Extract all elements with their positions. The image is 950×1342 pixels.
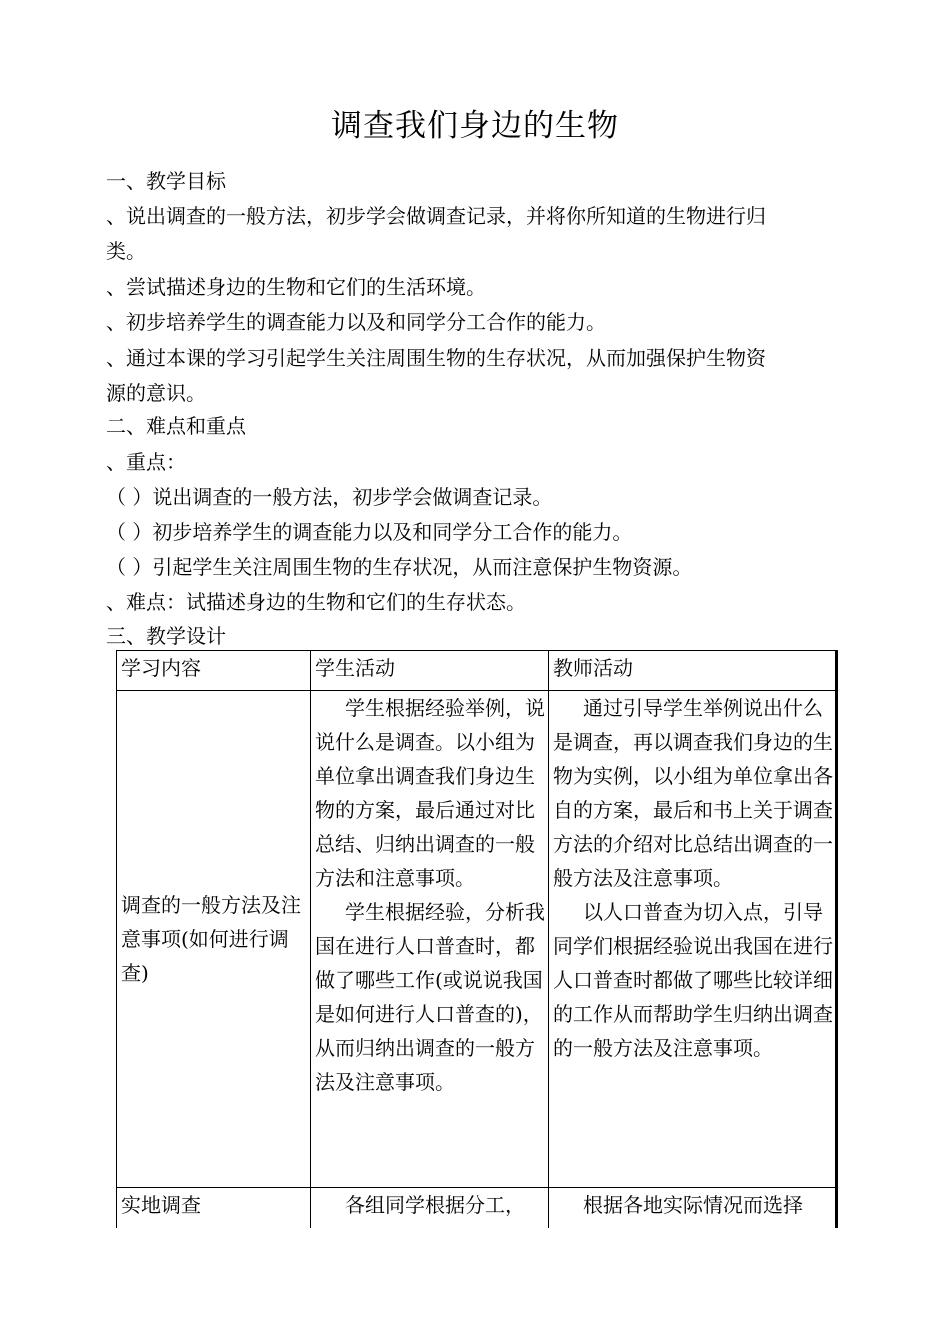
key-points-label: 、重点： xyxy=(106,450,186,474)
row-2-teacher xyxy=(549,1188,837,1228)
objective-3: 、初步培养学生的调查能力以及和同学分工合作的能力。 xyxy=(106,310,606,334)
key-point-3: （ ）引起学生关注周围生物的生存状况，从而注意保护生物资源。 xyxy=(106,555,693,579)
objective-1-line-1: 、说出调查的一般方法，初步学会做调查记录，并将你所知道的生物进行归 xyxy=(106,204,766,228)
row-2-student-para-1: 各组同学根据分工， xyxy=(345,1193,525,1217)
row-2-student xyxy=(311,1188,549,1228)
header-content: 学习内容 xyxy=(117,651,311,691)
row-1-student-para-1: 学生根据经验举例，说说什么是调查。以小组为单位拿出调查我们身边生物的方案，最后通过对比总结、归纳出调查的一般方法和注意事项。 xyxy=(315,696,545,890)
table-header-row xyxy=(117,651,837,691)
objective-4-line-2: 源的意识。 xyxy=(106,381,206,405)
page-bottom-margin xyxy=(0,1228,950,1342)
document-title: 调查我们身边的生物 xyxy=(331,108,619,144)
section-heading-objectives: 一、教学目标 xyxy=(106,169,226,193)
row-1-teacher-para-2: 以人口普查为切入点，引导同学们根据经验说出我国在进行人口普查时都做了哪些比较详细的工作从而帮助学生归纳出调查的一般方法及注意事项。 xyxy=(553,900,833,1060)
objective-2: 、尝试描述身边的生物和它们的生活环境。 xyxy=(106,275,486,299)
table-row xyxy=(117,691,837,1188)
table-row xyxy=(117,1188,837,1228)
teaching-design-table xyxy=(116,650,838,1228)
row-1-student-para-2: 学生根据经验，分析我国在进行人口普查时，都做了哪些工作(或说说我国是如何进行人口普查的)，从而归纳出调查的一般方法及注意事项。 xyxy=(315,900,545,1094)
difficulty-line: 、难点：试描述身边的生物和它们的生存状态。 xyxy=(106,590,526,614)
header-teacher: 教师活动 xyxy=(549,651,837,691)
row-2-teacher-para-1: 根据各地实际情况而选择 xyxy=(583,1193,803,1217)
row-1-teacher-para-1: 通过引导学生举例说出什么是调查，再以调查我们身边的生物为实例，以小组为单位拿出各自的方案，最后和书上关于调查方法的介绍对比总结出调查的一般方法及注意事项。 xyxy=(553,696,833,890)
section-heading-key-points: 二、难点和重点 xyxy=(106,414,246,438)
row-1-content: 调查的一般方法及注意事项(如何进行调查) xyxy=(117,691,311,1188)
objective-1-line-2: 类。 xyxy=(106,239,146,263)
key-point-2: （ ）初步培养学生的调查能力以及和同学分工合作的能力。 xyxy=(106,520,633,544)
row-1-student xyxy=(311,691,549,1188)
header-student: 学生活动 xyxy=(311,651,549,691)
objective-4-line-1: 、通过本课的学习引起学生关注周围生物的生存状况，从而加强保护生物资 xyxy=(106,346,766,370)
row-1-teacher xyxy=(549,691,837,1188)
key-point-1: （ ）说出调查的一般方法，初步学会做调查记录。 xyxy=(106,485,553,509)
row-2-content: 实地调查 xyxy=(117,1188,311,1228)
section-heading-design: 三、教学设计 xyxy=(106,624,226,648)
